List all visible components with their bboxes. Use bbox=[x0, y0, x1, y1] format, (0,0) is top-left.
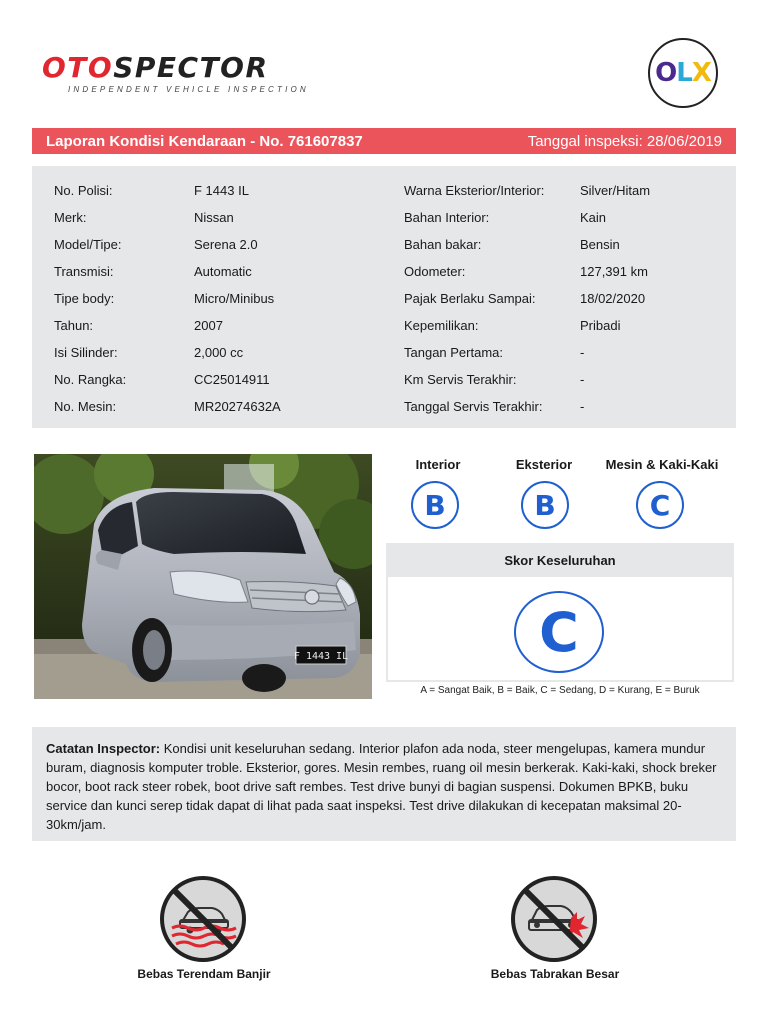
interior-label: Interior bbox=[415, 457, 461, 472]
logo-spector: SPECTOR bbox=[113, 51, 269, 84]
report-title: Laporan Kondisi Kendaraan - No. 761607837 bbox=[46, 132, 363, 150]
info-value: MR20274632A bbox=[194, 399, 281, 414]
inspection-date: Tanggal inspeksi: 28/06/2019 bbox=[527, 132, 722, 150]
inspector-notes bbox=[32, 727, 736, 841]
info-label: No. Mesin: bbox=[54, 399, 117, 414]
report-header bbox=[0, 0, 768, 120]
info-value: Micro/Minibus bbox=[194, 291, 275, 306]
exterior-grade-badge: B bbox=[521, 481, 569, 529]
info-label: Km Servis Terakhir: bbox=[404, 372, 517, 387]
info-value: Serena 2.0 bbox=[194, 237, 258, 252]
notes-text: Kondisi unit keseluruhan sedang. Interior plafon ada noda, steer mengelupas, kamera mundur buram, diagnosis komputer troble. Eksterior, gores. Mesin rembes, ruang oil mesin berkerak. Kaki-kaki, shock breker bocor, boot rack steer robek, boot drive saft rembes. Test drive bunyi di bagian suspensi. Dokumen BPKB, buku service dan kunci serep tidak dapat di lihat pada saat inspeksi. Test drive dilakukan di kecepatan maksimal 20-30km/jam. bbox=[46, 741, 717, 832]
info-value: Bensin bbox=[580, 237, 620, 252]
notes-label: Catatan Inspector: bbox=[46, 741, 161, 756]
overall-score-title: Skor Keseluruhan bbox=[388, 545, 732, 577]
otospector-logo bbox=[42, 52, 309, 94]
info-label: Bahan bakar: bbox=[404, 237, 482, 252]
info-value: Pribadi bbox=[580, 318, 621, 333]
grade-legend: A = Sangat Baik, B = Baik, C = Sedang, D = Kurang, E = Buruk bbox=[420, 685, 700, 696]
info-label: Tangan Pertama: bbox=[404, 345, 504, 360]
info-value: 18/02/2020 bbox=[580, 291, 646, 306]
info-value: Nissan bbox=[194, 210, 234, 225]
vehicle-info-panel bbox=[32, 166, 736, 428]
info-label: No. Rangka: bbox=[54, 372, 127, 387]
info-label: Tahun: bbox=[54, 318, 94, 333]
info-value: Silver/Hitam bbox=[580, 183, 651, 198]
info-label: Model/Tipe: bbox=[54, 237, 122, 252]
info-value: 2,000 cc bbox=[194, 345, 244, 360]
info-value: 127,391 km bbox=[580, 264, 648, 279]
info-label: No. Polisi: bbox=[54, 183, 113, 198]
info-value: - bbox=[580, 345, 585, 360]
overall-grade-badge: C bbox=[514, 591, 604, 673]
engine-grade-badge: C bbox=[636, 481, 684, 529]
interior-grade-badge: B bbox=[411, 481, 459, 529]
info-label: Tipe body: bbox=[54, 291, 115, 306]
engine-label: Mesin & Kaki-Kaki bbox=[605, 457, 719, 472]
no-crash-label: Bebas Tabrakan Besar bbox=[490, 967, 620, 981]
report-title-bar bbox=[32, 128, 736, 154]
info-value: F 1443 IL bbox=[194, 183, 249, 198]
info-label: Transmisi: bbox=[54, 264, 114, 279]
info-value: Kain bbox=[580, 210, 607, 225]
info-label: Warna Eksterior/Interior: bbox=[404, 183, 545, 198]
vehicle-photo bbox=[34, 454, 372, 699]
no-flood-icon bbox=[160, 876, 246, 962]
info-value: 2007 bbox=[194, 318, 223, 333]
info-value: - bbox=[580, 399, 585, 414]
info-label: Tanggal Servis Terakhir: bbox=[404, 399, 543, 414]
plate-text: F 1443 IL bbox=[293, 651, 349, 662]
no-flood-label: Bebas Terendam Banjir bbox=[137, 967, 271, 981]
overall-score-panel bbox=[386, 543, 734, 682]
logo-tagline: INDEPENDENT VEHICLE INSPECTION bbox=[68, 85, 309, 94]
info-label: Kepemilikan: bbox=[404, 318, 479, 333]
exterior-label: Eksterior bbox=[515, 457, 573, 472]
olx-logo: OLX bbox=[648, 38, 718, 108]
no-crash-icon bbox=[511, 876, 597, 962]
info-label: Pajak Berlaku Sampai: bbox=[404, 291, 536, 306]
info-label: Merk: bbox=[54, 210, 87, 225]
info-value: - bbox=[580, 372, 585, 387]
info-label: Odometer: bbox=[404, 264, 466, 279]
logo-oto: OTO bbox=[42, 51, 114, 84]
info-label: Isi Silinder: bbox=[54, 345, 118, 360]
info-label: Bahan Interior: bbox=[404, 210, 490, 225]
info-value: Automatic bbox=[194, 264, 252, 279]
info-value: CC25014911 bbox=[194, 372, 270, 387]
